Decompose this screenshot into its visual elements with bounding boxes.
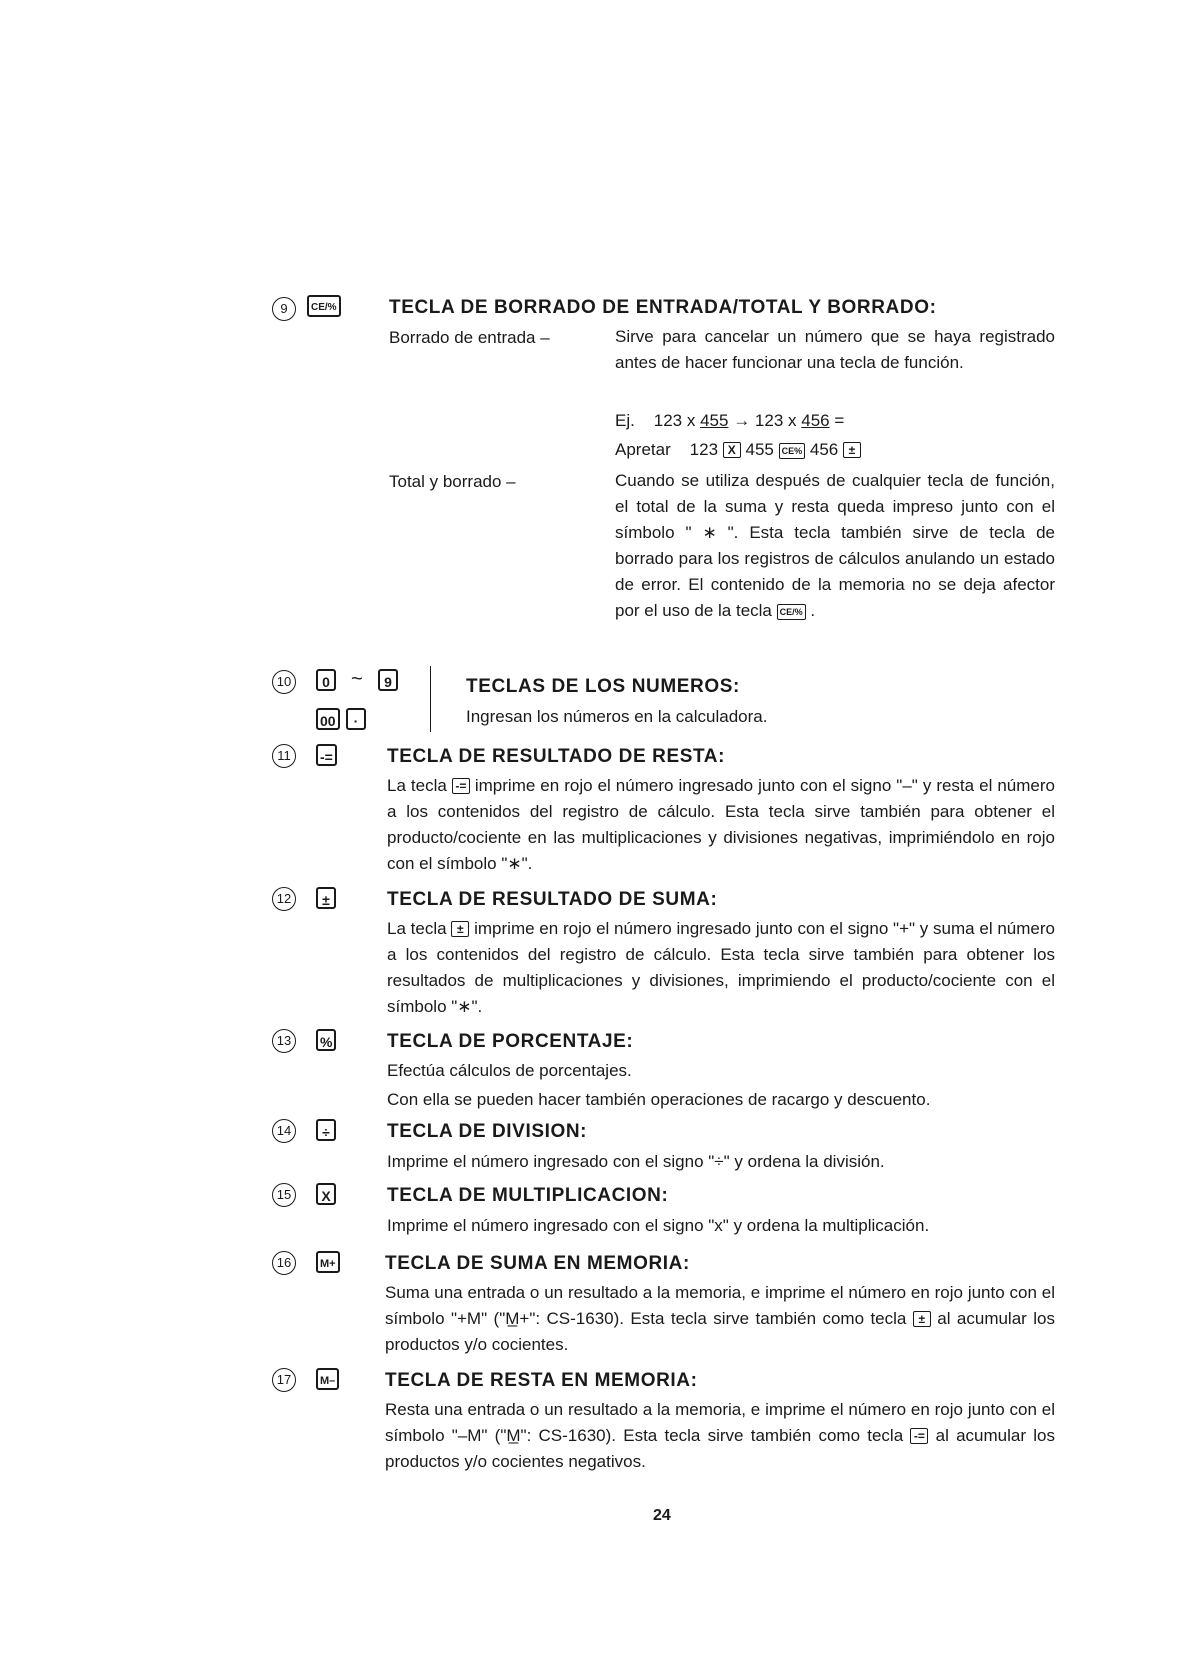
plus-equals-key-icon: ± [843, 442, 861, 458]
memory-add-text [385, 1280, 1055, 1358]
press-line [615, 440, 861, 460]
item-number-10: 10 [272, 670, 296, 694]
item-number-13: 13 [272, 1029, 296, 1053]
heading-division: TECLA DE DIVISION: [387, 1121, 588, 1142]
item-number-14: 14 [272, 1119, 296, 1143]
minus-equals-key-icon: -= [910, 1428, 928, 1444]
ce-percent-key-icon: CE% [779, 443, 806, 459]
example-a: 123 x [653, 411, 696, 430]
multiplication-text: Imprime el número ingresado con el signo "x" y ordena la multiplicación. [387, 1216, 930, 1235]
range-tilde: ~ [351, 668, 363, 690]
item-number-11: 11 [272, 744, 296, 768]
item-number-16: 16 [272, 1251, 296, 1275]
add-result-text [387, 916, 1055, 1020]
key-00-icon: 00 [316, 708, 340, 730]
percent-line-1: Efectúa cálculos de porcentajes. [387, 1061, 632, 1080]
heading-add-result: TECLA DE RESULTADO DE SUMA: [387, 889, 718, 910]
total-clear-label: Total y borrado – [389, 472, 516, 491]
heading-percent: TECLA DE PORCENTAJE: [387, 1031, 634, 1052]
press-3: 456 [809, 440, 839, 459]
example-b-underlined: 456 [801, 411, 830, 430]
total-clear-text [615, 468, 1055, 624]
multiply-key-icon: X [316, 1183, 336, 1205]
grouping-brace [430, 666, 431, 732]
key-0-icon: 0 [316, 669, 336, 691]
division-text: Imprime el número ingresado con el signo "÷" y ordena la división. [387, 1152, 885, 1171]
memory-subtract-text-b: al acumular los productos y/o cocientes negativos. [385, 1426, 1055, 1471]
heading-clear-entry-total: TECLA DE BORRADO DE ENTRADA/TOTAL Y BORRADO: [389, 297, 937, 318]
memory-subtract-text-a: Resta una entrada o un resultado a la memoria, e imprime el número en rojo junto con el símbolo "–M" ("M̲": CS-1630). Esta tecla sirve también como tecla [385, 1400, 1055, 1445]
subtract-result-text [387, 773, 1055, 877]
heading-number-keys: TECLAS DE LOS NUMEROS: [466, 676, 740, 697]
total-clear-body: Cuando se utiliza después de cualquier tecla de función, el total de la suma y resta queda impreso junto con el símbolo " ∗ ". Esta tecla también sirve de tecla de borrado para los registros de cálculos anulando un estado de error. El contenido de la memoria no se deja afector por el uso de la tecla [615, 471, 1055, 620]
heading-subtract-result: TECLA DE RESULTADO DE RESTA: [387, 746, 726, 767]
subtract-text-a: La tecla [387, 776, 447, 795]
plus-equals-key-icon: ± [316, 887, 336, 909]
heading-memory-add: TECLA DE SUMA EN MEMORIA: [385, 1253, 690, 1274]
item-number-17: 17 [272, 1368, 296, 1392]
example-arrow: → 123 x [733, 411, 797, 430]
ce-percent-key-icon: CE/% [307, 295, 341, 317]
divide-key-icon: ÷ [316, 1119, 336, 1141]
item-number-12: 12 [272, 887, 296, 911]
minus-equals-key-icon: -= [316, 744, 337, 766]
key-decimal-icon: · [346, 708, 366, 730]
example-prefix: Ej. [615, 411, 635, 430]
press-label: Apretar [615, 440, 671, 459]
item-number-15: 15 [272, 1183, 296, 1207]
plus-equals-key-icon: ± [913, 1311, 931, 1327]
percent-key-icon: % [316, 1029, 336, 1051]
item-number-9: 9 [272, 297, 296, 321]
memory-minus-key-icon: M– [316, 1368, 339, 1390]
heading-multiplication: TECLA DE MULTIPLICACION: [387, 1185, 669, 1206]
memory-subtract-text [385, 1397, 1055, 1475]
percent-line-2: Con ella se pueden hacer también operaciones de racargo y descuento. [387, 1090, 931, 1109]
total-clear-end: . [810, 601, 816, 620]
subtract-text-b: imprime en rojo el número ingresado junto con el signo "–" y resta el número a los contenidos del registro de cálculo. Esta tecla sirve también para obtener el producto/cociente en las multiplicaciones y divisiones negativas, imprimiéndolo en rojo con el símbolo "∗". [387, 776, 1055, 873]
entry-clear-label: Borrado de entrada – [389, 328, 550, 347]
example-a-underlined: 455 [700, 411, 729, 430]
minus-equals-key-icon: -= [452, 778, 470, 794]
key-9-icon: 9 [378, 669, 398, 691]
example-equals: = [834, 411, 845, 430]
memory-add-text-b: al acumular los productos y/o cocientes. [385, 1309, 1055, 1354]
multiply-key-icon: X [723, 442, 741, 458]
number-keys-text: Ingresan los números en la calculadora. [466, 707, 768, 726]
example-line [615, 411, 844, 431]
press-1: 123 [689, 440, 719, 459]
add-text-b: imprime en rojo el número ingresado junto con el signo "+" y suma el número a los contenidos del registro de cálculo. Esta tecla sirve también para obtener los resultados de multiplicaciones y divisiones, imprimiendo el producto/cociente con el símbolo "∗". [387, 919, 1055, 1016]
add-text-a: La tecla [387, 919, 447, 938]
plus-equals-key-icon: ± [451, 921, 469, 937]
ce-percent-key-icon: CE/% [777, 604, 806, 620]
press-2: 455 [745, 440, 774, 459]
memory-add-text-a: Suma una entrada o un resultado a la memoria, e imprime el número en rojo junto con el símbolo "+M" ("M̲+": CS-1630). Esta tecla sirve también como tecla [385, 1283, 1055, 1328]
page-number: 24 [653, 1507, 671, 1524]
memory-plus-key-icon: M+ [316, 1251, 340, 1273]
entry-clear-text: Sirve para cancelar un número que se haya registrado antes de hacer funcionar una tecla de función. [615, 327, 1055, 372]
heading-memory-subtract: TECLA DE RESTA EN MEMORIA: [385, 1370, 698, 1391]
